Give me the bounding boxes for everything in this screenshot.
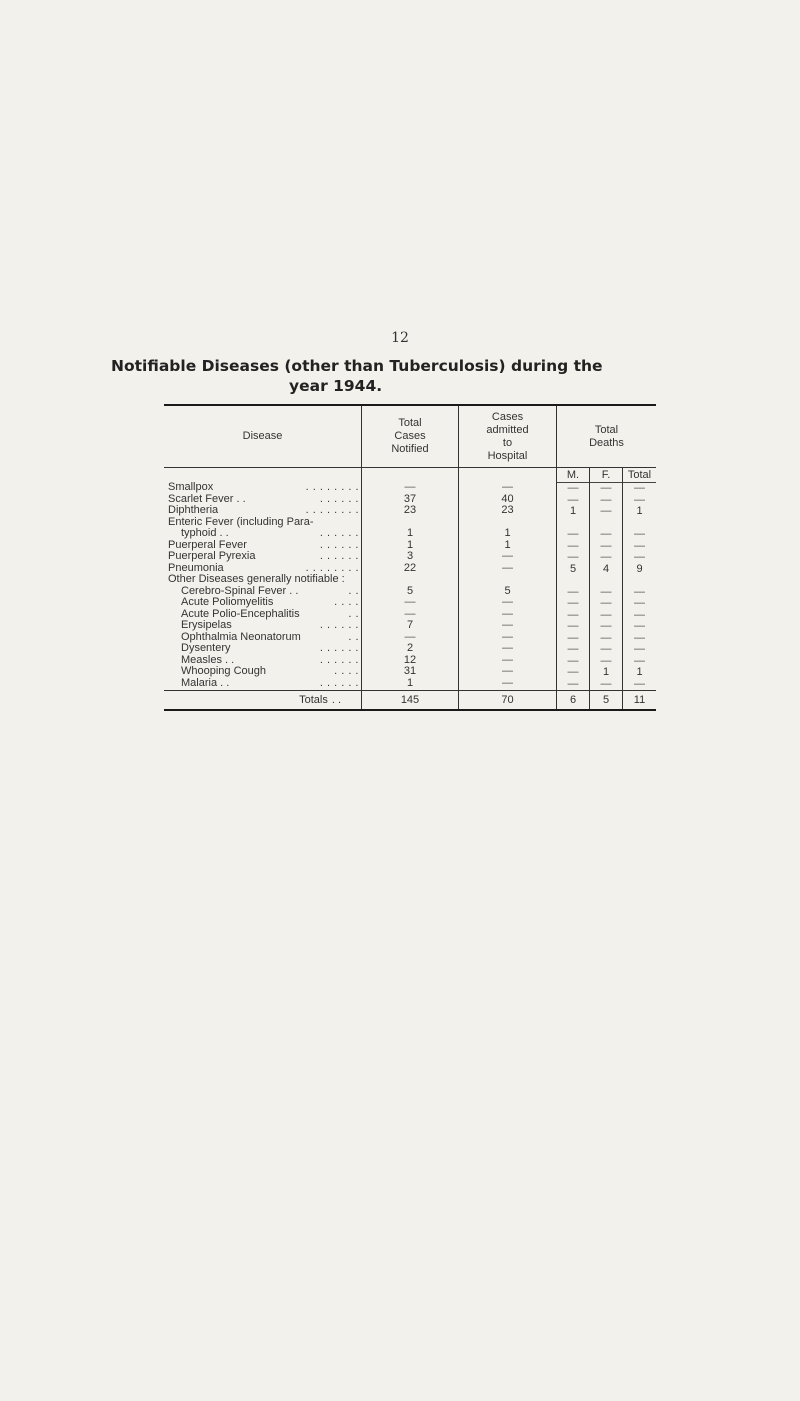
cell-m: —: [567, 632, 579, 644]
cell-total: —: [634, 644, 645, 655]
cell-m: —: [567, 540, 579, 552]
disease-name: Enteric Fever (including Para-: [168, 516, 314, 528]
disease-name: Erysipelas: [181, 620, 232, 631]
column-notified: [361, 468, 458, 690]
header-notified: Total Cases Notified: [361, 406, 458, 467]
leader-dots: . . . . . .: [319, 654, 359, 666]
table-header: [164, 406, 656, 467]
cell-m: —: [567, 552, 579, 563]
cell-admitted: —: [502, 482, 513, 493]
table-row-label: [164, 517, 361, 529]
table-row-label: [164, 563, 361, 575]
cell-notified: 3: [406, 551, 414, 562]
cell-f: [590, 575, 622, 587]
cell-admitted: —: [502, 608, 513, 620]
cell-m: —: [567, 529, 579, 540]
cell-notified: 5: [406, 585, 414, 597]
leader-dots: . . . . . .: [319, 493, 359, 505]
disease-name: Smallpox: [168, 482, 214, 493]
cell-total: —: [634, 621, 645, 632]
cell-total: 1: [636, 506, 643, 517]
disease-name: Cerebro-Spinal Fever . .: [181, 585, 299, 597]
table-row-label: [164, 620, 361, 632]
table-body: [164, 468, 656, 690]
header-admitted: Cases admitted to Hospital: [458, 406, 556, 467]
cell-admitted: 1: [504, 539, 511, 551]
leader-dots: . . . .: [334, 597, 359, 608]
table-row-label: [164, 528, 361, 540]
cell-admitted: —: [502, 654, 513, 666]
cell-total: —: [634, 529, 645, 540]
totals-label: Totals: [299, 694, 328, 706]
table-row-label: [164, 655, 361, 667]
cell-f: —: [600, 678, 612, 690]
disease-name: Puerperal Fever: [168, 539, 247, 551]
cell-total: —: [634, 655, 645, 667]
disease-name: Diphtheria: [168, 505, 219, 516]
cell-total: 9: [636, 563, 643, 575]
cell-m: —: [567, 644, 579, 655]
title-line-2: year 1944.: [289, 377, 383, 395]
cell-admitted: —: [502, 677, 513, 689]
cell-admitted: —: [502, 620, 513, 631]
cell-m: [557, 518, 589, 530]
cell-admitted: —: [502, 597, 513, 608]
cell-notified: —: [404, 631, 416, 643]
leader-dots: . . . . . .: [319, 551, 359, 562]
cell-f: —: [600, 632, 612, 644]
totals-leader-dots: . .: [331, 694, 341, 706]
cell-m: —: [567, 621, 579, 632]
cell-notified: 7: [406, 620, 414, 631]
disease-name: Other Diseases generally notifiable :: [168, 574, 345, 585]
cell-notified: 23: [403, 505, 417, 516]
cell-total: [623, 518, 656, 530]
notifiable-diseases-table: [164, 404, 656, 711]
leader-dots: . . . .: [334, 666, 359, 677]
cell-m: —: [567, 609, 579, 621]
cell-admitted: —: [502, 562, 513, 574]
cell-admitted: —: [502, 631, 513, 643]
column-admitted: [458, 468, 556, 690]
cell-total: —: [634, 632, 645, 644]
page-title: [111, 356, 731, 396]
cell-m: —: [567, 655, 579, 667]
totals-admitted: 70: [458, 691, 556, 709]
disease-name: Measles . .: [181, 654, 235, 666]
table-bottom-rule: [164, 709, 656, 711]
leader-dots: . .: [348, 631, 359, 643]
cell-f: 1: [602, 667, 610, 678]
table-row-label: [164, 574, 361, 586]
cell-admitted: 40: [501, 493, 514, 505]
totals-row: [164, 690, 656, 709]
cell-total: —: [634, 540, 645, 552]
cell-m: —: [567, 667, 579, 678]
cell-f: —: [600, 655, 612, 667]
cell-m: —: [567, 483, 579, 494]
cell-m: —: [567, 586, 579, 598]
cell-admitted: [459, 574, 556, 586]
cell-total: —: [634, 586, 645, 598]
subheader-f: F.: [590, 468, 622, 483]
cell-f: [590, 518, 622, 530]
leader-dots: . .: [348, 608, 359, 620]
cell-total: 1: [636, 667, 643, 678]
leader-dots: . . . . . .: [319, 643, 359, 654]
cell-total: —: [634, 483, 645, 494]
table-row-label: [164, 643, 361, 655]
totals-label-cell: [164, 691, 361, 709]
table-row-label: [164, 540, 361, 552]
table-row-label: [164, 482, 361, 494]
column-disease: [164, 468, 361, 690]
cell-admitted: —: [502, 666, 513, 677]
cell-total: —: [634, 598, 645, 609]
table-row-label: [164, 494, 361, 506]
column-deaths-total: [622, 468, 656, 690]
cell-total: —: [634, 678, 645, 690]
cell-total: —: [634, 552, 645, 563]
subheader-m: M.: [557, 468, 589, 483]
totals-m: 6: [556, 691, 589, 709]
disease-name: Puerperal Pyrexia: [168, 551, 256, 562]
table-row-label: [164, 666, 361, 678]
cell-notified: 1: [406, 677, 414, 689]
leader-dots: . . . . . . . .: [305, 505, 359, 516]
totals-f: 5: [589, 691, 622, 709]
cell-notified: —: [404, 597, 416, 608]
cell-notified: 12: [403, 654, 417, 666]
table-row-label: [164, 632, 361, 644]
leader-dots: . . . . . .: [319, 528, 359, 539]
cell-f: —: [600, 483, 612, 494]
page-number: 12: [391, 330, 409, 346]
column-deaths-m: [556, 468, 589, 690]
cell-admitted: 23: [501, 505, 514, 516]
leader-dots: . .: [348, 585, 359, 597]
table-row-label: [164, 505, 361, 517]
table-row-label: [164, 609, 361, 621]
cell-total: —: [634, 494, 645, 506]
cell-f: —: [600, 540, 612, 552]
cell-admitted: —: [502, 643, 513, 654]
cell-notified: 22: [403, 562, 417, 574]
disease-name: Whooping Cough: [181, 666, 267, 677]
cell-m: 5: [569, 563, 577, 575]
leader-dots: . . . . . . . .: [305, 562, 359, 574]
cell-m: —: [567, 494, 579, 506]
leader-dots: . . . . . .: [319, 677, 359, 689]
cell-f: —: [600, 621, 612, 632]
cell-f: —: [600, 609, 612, 621]
disease-name: typhoid . .: [181, 528, 229, 539]
cell-m: [557, 575, 589, 587]
cell-f: —: [600, 598, 612, 609]
totals-total: 11: [622, 691, 656, 709]
cell-f: —: [600, 506, 612, 517]
disease-name: Acute Poliomyelitis: [181, 597, 274, 608]
cell-admitted: 1: [504, 528, 511, 539]
header-disease: Disease: [242, 430, 283, 442]
cell-notified: 2: [406, 643, 414, 654]
cell-f: —: [600, 586, 612, 598]
cell-m: —: [567, 678, 579, 690]
cell-notified: 37: [403, 493, 417, 505]
header-deaths: Total Deaths: [556, 406, 656, 467]
cell-f: —: [600, 494, 612, 506]
table-row-label: [164, 597, 361, 609]
cell-notified: 1: [406, 539, 414, 551]
leader-dots: . . . . . .: [319, 620, 359, 631]
totals-notified: 145: [361, 691, 458, 709]
cell-total: —: [634, 609, 645, 621]
title-line-1: Notifiable Diseases (other than Tuberculosis) during the: [111, 357, 603, 375]
column-deaths-f: [589, 468, 622, 690]
cell-m: 1: [569, 506, 577, 517]
disease-name: Malaria . .: [181, 677, 230, 689]
cell-m: —: [567, 598, 579, 609]
table-row-label: [164, 551, 361, 563]
cell-f: —: [600, 529, 612, 540]
table-row-label: [164, 586, 361, 598]
cell-f: —: [600, 552, 612, 563]
cell-notified: 31: [403, 666, 417, 677]
cell-admitted: —: [502, 551, 513, 562]
disease-name: Ophthalmia Neonatorum: [181, 631, 301, 643]
disease-name: Dysentery: [181, 643, 231, 654]
cell-admitted: [459, 517, 556, 529]
subheader-total: Total: [623, 468, 656, 483]
table-row-label: [164, 678, 361, 690]
disease-name: Acute Polio-Encephalitis: [181, 608, 300, 620]
leader-dots: . . . . . . . .: [305, 482, 359, 493]
disease-name: Scarlet Fever . .: [168, 493, 246, 505]
cell-notified: [362, 517, 458, 529]
disease-name: Pneumonia: [168, 562, 224, 574]
cell-f: 4: [602, 563, 610, 575]
cell-notified: 1: [406, 528, 414, 539]
leader-dots: . . . . . .: [319, 539, 359, 551]
cell-notified: —: [404, 482, 416, 493]
cell-notified: —: [404, 608, 416, 620]
cell-admitted: 5: [504, 585, 511, 597]
cell-total: [623, 575, 656, 587]
cell-f: —: [600, 644, 612, 655]
cell-notified: [362, 574, 458, 586]
